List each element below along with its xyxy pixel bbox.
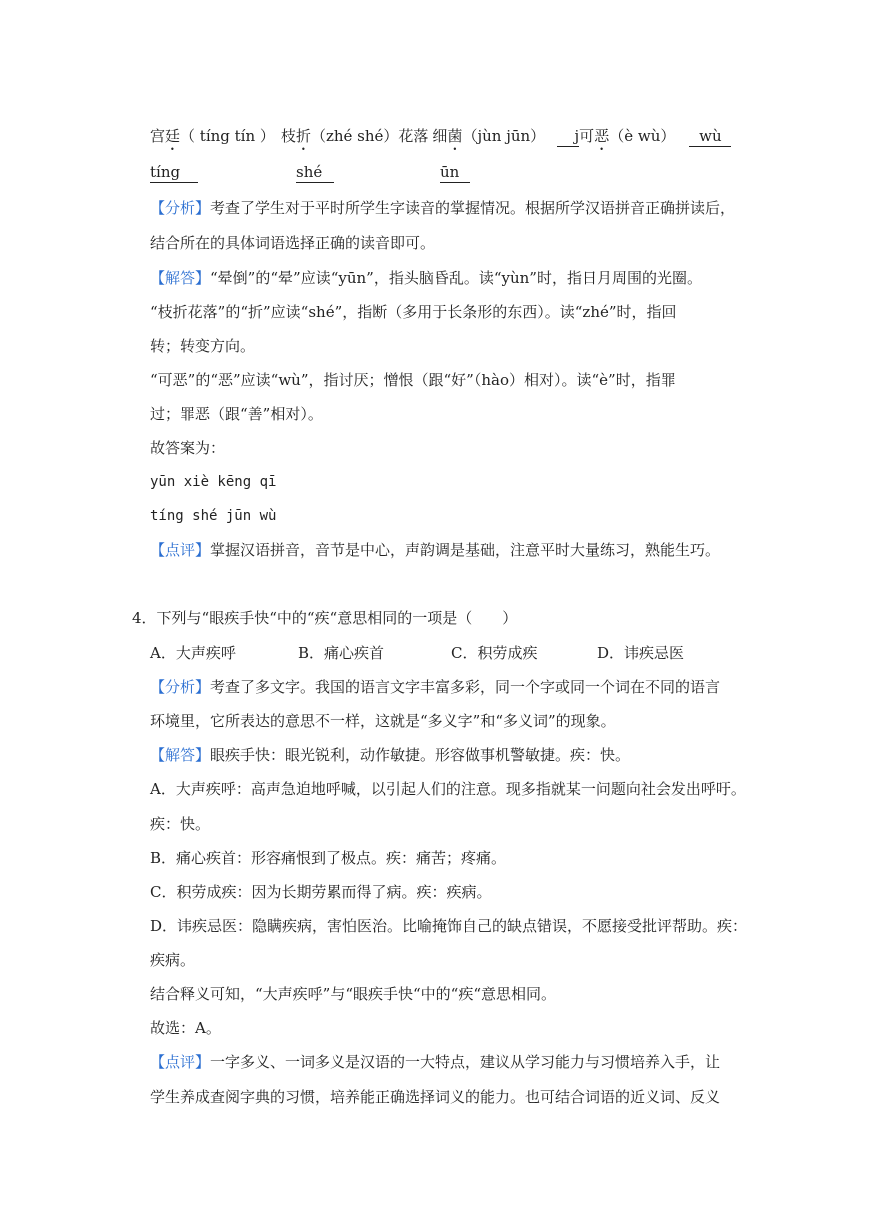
option-c: C．积劳成疾 — [451, 644, 538, 662]
analysis-tag: 【分析】 — [150, 199, 211, 217]
comment-line — [150, 540, 720, 560]
word-char-dotted: 菌 — [447, 127, 463, 145]
analysis-text: 考查了学生对于平时所学生字读音的掌握情况。根据所学汉语拼音正确拼读后， — [210, 199, 736, 217]
answer-text: 疾：快。 — [150, 815, 211, 833]
answer-text: 过；罪恶（跟“善”相对）。 — [150, 405, 323, 423]
analysis-text: 环境里，它所表达的意思不一样，这就是“多义字”和“多义词”的现象。 — [150, 712, 616, 730]
word-char: 枝 — [280, 127, 296, 145]
answer-line — [150, 1018, 221, 1038]
answer-text: “晕倒”的“晕”应读“yūn”，指头脑昏乱。读“yùn”时，指日月周围的光圈。 — [210, 269, 702, 287]
answer-line — [150, 472, 276, 492]
comment-text: 一字多义、一词多义是汉语的一大特点，建议从学习能力与习惯培养入手，让 — [210, 1053, 721, 1071]
pinyin-options: （zhé shé） — [310, 127, 399, 145]
word-char-dotted: 恶 — [594, 127, 610, 145]
pinyin-answer-row — [150, 162, 470, 183]
answer-line — [150, 882, 491, 902]
question-text: 4．下列与“眼疾手快“中的“疾“意思相同的一项是（ ） — [132, 609, 518, 627]
analysis-line — [150, 198, 735, 218]
option-row — [150, 643, 684, 663]
answer-text: 结合释义可知，“大声疾呼”与“眼疾手快“中的“疾“意思相同。 — [150, 985, 557, 1003]
option-b: B．痛心疾首 — [298, 644, 385, 662]
answer-text: 转；转变方向。 — [150, 337, 256, 355]
analysis-tag: 【分析】 — [150, 678, 211, 696]
analysis-text: 考查了多文字。我国的语言文字丰富多彩，同一个字或同一个词在不同的语言 — [210, 678, 721, 696]
comment-text: 掌握汉语拼音，音节是中心，声韵调是基础，注意平时大量练习，熟能生巧。 — [210, 541, 721, 559]
word-char-dotted: 折 — [295, 127, 311, 145]
word-char: 宫 — [150, 127, 166, 145]
answer-line — [150, 814, 210, 834]
answer-text: A．大声疾呼：高声急迫地呼喊，以引起人们的注意。现多指就某一问题向社会发出呼吁。 — [150, 780, 746, 798]
analysis-text: 结合所在的具体词语选择正确的读音即可。 — [150, 234, 436, 252]
answer-text: 故选：A。 — [150, 1019, 221, 1037]
answer-text: D．讳疾忌医：隐瞒疾病，害怕医治。比喻掩饰自己的缺点错误，不愿接受批评帮助。疾： — [150, 917, 748, 935]
answer-text: yūn xiè kēng qī — [150, 474, 277, 490]
answer-text: “可恶”的“恶”应读“wù”，指讨厌；憎恨（跟“好”（hào）相对）。读“è”时，指罪 — [150, 371, 676, 389]
answer-line — [150, 984, 556, 1004]
comment-line — [150, 1087, 720, 1107]
answer-text: 故答案为： — [150, 439, 226, 457]
answer-text: B．痛心疾首：形容痛恨到了极点。疾：痛苦；疼痛。 — [150, 849, 507, 867]
pinyin-options: （ tíng tín ） — [180, 127, 275, 145]
answer-text: tíng shé jūn wù — [150, 508, 277, 524]
answer-line — [150, 268, 702, 288]
comment-text: 学生养成查阅字典的习惯，培养能正确选择词义的能力。也可结合词语的近义词、反义 — [150, 1088, 721, 1106]
answer-line — [150, 404, 323, 424]
analysis-line — [150, 233, 435, 253]
answer-line — [150, 438, 225, 458]
option-a: A．大声疾呼 — [150, 644, 236, 662]
answer-line — [150, 506, 276, 526]
pinyin-question-row — [150, 126, 731, 154]
answer-blank: shé — [296, 162, 334, 183]
answer-tag: 【解答】 — [150, 269, 211, 287]
answer-blank: j — [557, 126, 579, 147]
answer-line — [150, 745, 630, 765]
pinyin-options: （è wù） — [609, 127, 676, 145]
question-title — [132, 608, 517, 628]
answer-blank: tíng — [150, 162, 198, 183]
answer-line — [150, 950, 195, 970]
word-chars: 花落 — [398, 127, 429, 145]
answer-line — [150, 848, 506, 868]
answer-tag: 【解答】 — [150, 746, 211, 764]
analysis-line — [150, 677, 720, 697]
answer-line — [150, 916, 747, 936]
answer-line — [150, 779, 746, 799]
word-char: 细 — [432, 127, 448, 145]
answer-text: 眼疾手快：眼光锐利，动作敏捷。形容做事机警敏捷。疾：快。 — [210, 746, 631, 764]
answer-text: 疾病。 — [150, 951, 196, 969]
answer-line — [150, 370, 676, 390]
comment-tag: 【点评】 — [150, 1053, 211, 1071]
answer-text: “枝折花落”的“折”应读“shé”，指断（多用于长条形的东西）。读“zhé”时，指回 — [150, 303, 677, 321]
word-char-dotted: 廷 — [165, 127, 181, 145]
answer-line — [150, 302, 677, 322]
answer-line — [150, 336, 255, 356]
option-d: D．讳疾忌医 — [597, 644, 685, 662]
comment-tag: 【点评】 — [150, 541, 211, 559]
pinyin-options: （jùn jūn） — [462, 127, 546, 145]
analysis-line — [150, 711, 616, 731]
comment-line — [150, 1052, 720, 1072]
answer-blank: wù — [689, 126, 731, 147]
word-char: 可 — [579, 127, 595, 145]
answer-text: C．积劳成疾：因为长期劳累而得了病。疾：疾病。 — [150, 883, 492, 901]
answer-blank: ūn — [440, 162, 470, 183]
